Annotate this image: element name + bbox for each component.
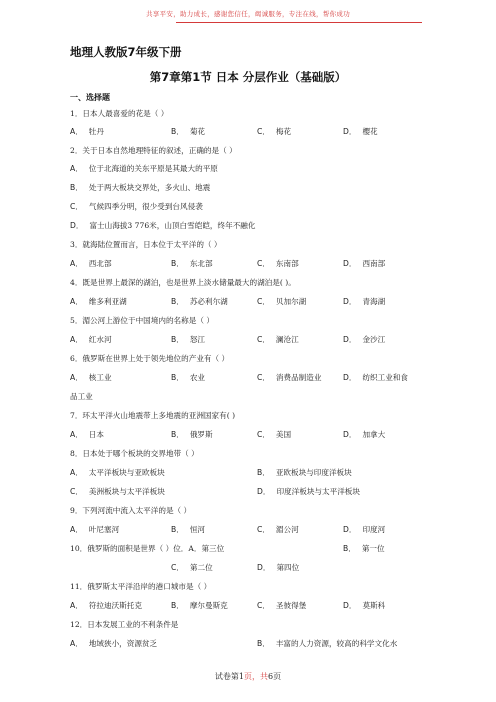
question-stem: 4．既是世界上最深的湖泊，也是世界上淡水储量最大的湖泊是( )。: [70, 278, 296, 287]
option: B． 苏必利尔湖: [171, 297, 228, 306]
option: B． 摩尔曼斯克: [171, 601, 228, 610]
option: A． 叶尼塞河: [70, 525, 120, 534]
option: C． 消费品制造业: [257, 373, 322, 382]
document-title: 第7章第1节 日本 分层作业（基础版）: [149, 70, 347, 84]
option: A． 地域狭小，资源贫乏: [70, 639, 158, 648]
question-stem: 11．俄罗斯太平洋沿岸的港口城市是（ ）: [70, 582, 212, 591]
question-stem: 10．俄罗斯的面积是世界（ ）位．A．第三位: [70, 544, 225, 553]
option: C． 贝加尔湖: [257, 297, 307, 306]
option: C． 湄公河: [257, 525, 299, 534]
option: C． 东南部: [257, 259, 299, 268]
option: C． 美国: [257, 430, 292, 439]
option: A． 太平洋板块与亚欧板块: [70, 468, 165, 477]
page-number: 1: [238, 672, 244, 681]
question-stem: 7．环太平洋火山地震带上多地震的亚洲国家有( ): [70, 411, 236, 420]
option: D． 莫斯科: [343, 601, 386, 610]
option: D． 印度洋板块与太平洋板块: [257, 487, 360, 496]
option: A． 位于北海道的关东平原是其最大的平原: [70, 164, 218, 173]
page-total: 6: [268, 672, 274, 681]
option: B． 亚欧板块与印度洋板块: [257, 468, 352, 477]
option: D． 富士山海拔3 776米，山顶白雪皑皑，终年不融化: [70, 221, 256, 230]
question-stem: 5．湄公河上游位于中国境内的名称是（ ）: [70, 316, 214, 325]
option: D． 青海湖: [343, 297, 386, 306]
header-rule: [176, 22, 422, 23]
question-stem: 12．日本发展工业的不利条件是: [70, 620, 179, 629]
question-stem: 2．关于日本自然地理特征的叙述，正确的是（ ）: [70, 146, 237, 155]
question-stem: 9．下列河流中流入太平洋的是（ ）: [70, 506, 192, 515]
page-footer: 试卷第1页，共6页: [214, 672, 282, 681]
option: C． 第二位: [171, 563, 213, 572]
option: B． 丰富的人力资源，较高的科学文化水: [257, 639, 398, 648]
option: B． 俄罗斯: [171, 430, 213, 439]
option: B． 怒江: [171, 335, 205, 344]
option: B． 东北部: [171, 259, 213, 268]
option: D． 印度河: [343, 525, 386, 534]
option: B． 第一位: [343, 544, 385, 553]
option: B． 农业: [171, 373, 205, 382]
option: D． 金沙江: [343, 335, 386, 344]
option: C． 美洲板块与太平洋板块: [70, 487, 165, 496]
header-banner: 共享平安，助力成长，感谢您信任，竭诚服务，专注在线，帮你成功: [146, 10, 350, 18]
option: A． 符拉迪沃斯托克: [70, 601, 142, 610]
option: A． 日本: [70, 430, 104, 439]
question-stem: 1．日本人最喜爱的花是（ ）: [70, 109, 169, 118]
book-title: 地理人教版7年级下册: [70, 45, 182, 59]
option-continuation: 品工业: [70, 392, 93, 401]
option: C． 澜沧江: [257, 335, 299, 344]
option: D． 纺织工业和食: [343, 373, 409, 382]
option: B． 恒河: [171, 525, 205, 534]
option: B． 处于两大板块交界处，多火山、地震: [70, 183, 211, 192]
question-stem: 6．俄罗斯在世界上处于领先地位的产业有（ ）: [70, 354, 230, 363]
option: A． 牡丹: [70, 127, 104, 136]
option: C． 气候四季分明，很少受到台风侵袭: [70, 202, 203, 211]
option: D． 西南部: [343, 259, 386, 268]
option: C． 梅花: [257, 127, 292, 136]
option: A． 维多利亚湖: [70, 297, 127, 306]
question-stem: 3．就海陆位置而言，日本位于太平洋的（ ）: [70, 240, 222, 249]
option: A． 西北部: [70, 259, 112, 268]
option: A． 核工业: [70, 373, 112, 382]
section-heading: 一、选择题: [70, 93, 110, 102]
option: D． 加拿大: [343, 430, 386, 439]
option: D． 樱花: [343, 127, 378, 136]
question-stem: 8．日本处于哪个板块的交界地带（ ）: [70, 449, 199, 458]
option: D． 第四位: [257, 563, 300, 572]
option: A． 红水河: [70, 335, 112, 344]
option: C． 圣彼得堡: [257, 601, 307, 610]
option: B． 菊花: [171, 127, 205, 136]
